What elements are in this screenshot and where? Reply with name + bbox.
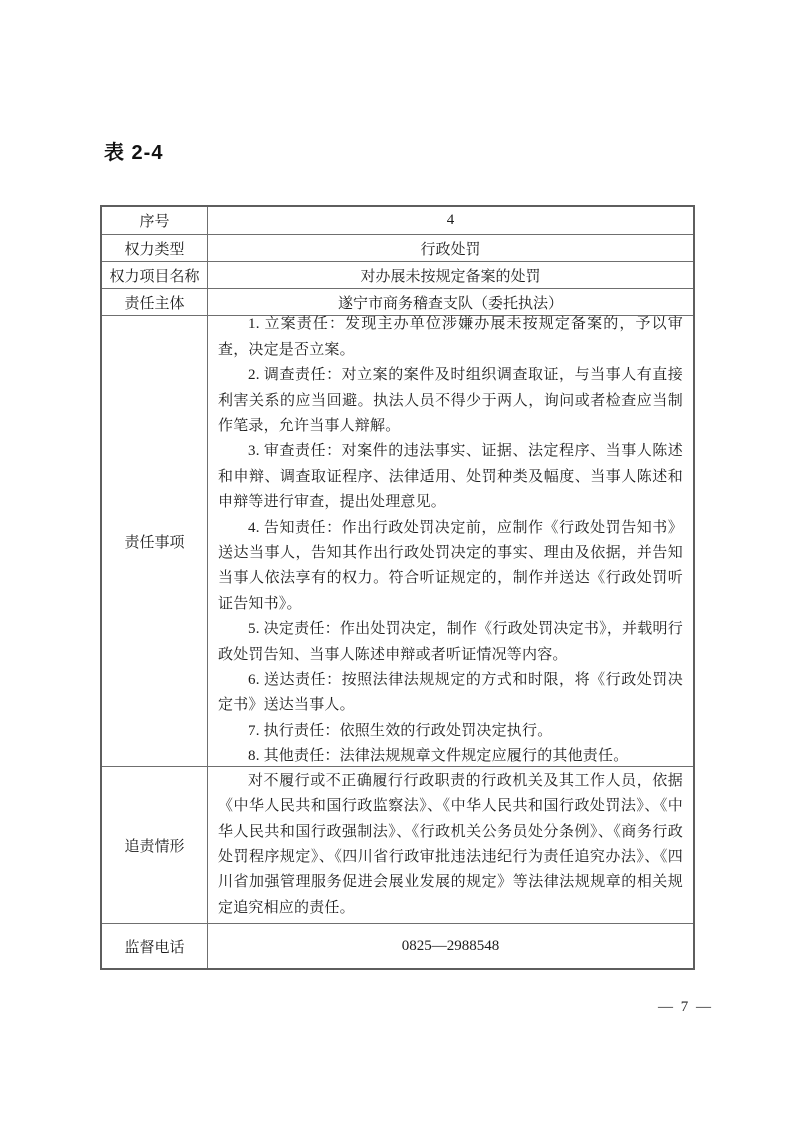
accountability-paragraph: 对不履行或不正确履行行政职责的行政机关及其工作人员，依据《中华人民共和国行政监察法》、《中华人民共和国行政处罚法》、《中华人民共和国行政强制法》、《行政机关公务员处分条例》、《商务行政处罚程序规定》、《四川省行政审批违法违纪行为责任追究办法》、《四川省加强管理服务促进会展业发展的规定》等法律法规规章的相关规定追究相应的责任。 bbox=[218, 772, 683, 916]
table-row-duty-items bbox=[102, 315, 693, 766]
table-row-responsible-entity bbox=[102, 288, 693, 315]
row-value-supervision-phone: 0825—2988548 bbox=[401, 937, 500, 954]
duty-items-content bbox=[208, 316, 693, 766]
row-label-power-item-name: 权力项目名称 bbox=[102, 262, 208, 288]
table-row-power-type bbox=[102, 234, 693, 261]
row-label-responsible-entity: 责任主体 bbox=[102, 289, 208, 315]
row-label-accountability: 追责情形 bbox=[102, 767, 208, 923]
row-value-power-item-name: 对办展未按规定备案的处罚 bbox=[360, 268, 541, 285]
table-row-supervision-phone bbox=[102, 923, 693, 968]
row-value-serial: 4 bbox=[446, 212, 455, 228]
duty-paragraph-7: 7. 执行责任：依照生效的行政处罚决定执行。 bbox=[248, 722, 553, 739]
row-value-power-type: 行政处罚 bbox=[420, 241, 481, 258]
duty-paragraph-6: 6. 送达责任：按照法律法规规定的方式和时限，将《行政处罚决定书》送达当事人。 bbox=[218, 672, 683, 714]
duty-paragraph-3: 3. 审查责任：对案件的违法事实、证据、法定程序、当事人陈述和申辩、调查取证程序、法律适用、处罚种类及幅度、当事人陈述和申辩等进行审查，提出处理意见。 bbox=[218, 443, 683, 511]
row-label-duty-items: 责任事项 bbox=[102, 316, 208, 766]
row-value-responsible-entity: 遂宁市商务稽查支队（委托执法） bbox=[337, 295, 563, 312]
page-title: 表 2-4 bbox=[104, 142, 164, 164]
responsibility-table bbox=[100, 205, 695, 970]
page-number: — 7 — bbox=[658, 999, 713, 1015]
row-label-power-type: 权力类型 bbox=[102, 235, 208, 261]
table-row-power-item-name bbox=[102, 261, 693, 288]
duty-paragraph-2: 2. 调查责任：对立案的案件及时组织调查取证，与当事人有直接利害关系的应当回避。执法人员不得少于两人，询问或者检查应当制作笔录，允许当事人辩解。 bbox=[218, 367, 683, 434]
duty-paragraph-5: 5. 决定责任：作出处罚决定，制作《行政处罚决定书》，并载明行政处罚告知、当事人陈述申辩或者听证情况等内容。 bbox=[218, 621, 683, 663]
row-label-serial: 序号 bbox=[102, 207, 208, 234]
table-row-serial bbox=[102, 207, 693, 234]
accountability-content bbox=[208, 767, 693, 923]
duty-paragraph-1: 1. 立案责任：发现主办单位涉嫌办展未按规定备案的，予以审查，决定是否立案。 bbox=[218, 316, 683, 358]
table-row-accountability bbox=[102, 766, 693, 923]
row-label-supervision-phone: 监督电话 bbox=[102, 924, 208, 968]
duty-paragraph-4: 4. 告知责任：作出行政处罚决定前，应制作《行政处罚告知书》送达当事人，告知其作出行政处罚决定的事实、理由及依据，并告知当事人依法享有的权力。符合听证规定的，制作并送达《行政处罚听证告知书》。 bbox=[218, 519, 683, 612]
duty-paragraph-8: 8. 其他责任：法律法规规章文件规定应履行的其他责任。 bbox=[248, 748, 629, 765]
